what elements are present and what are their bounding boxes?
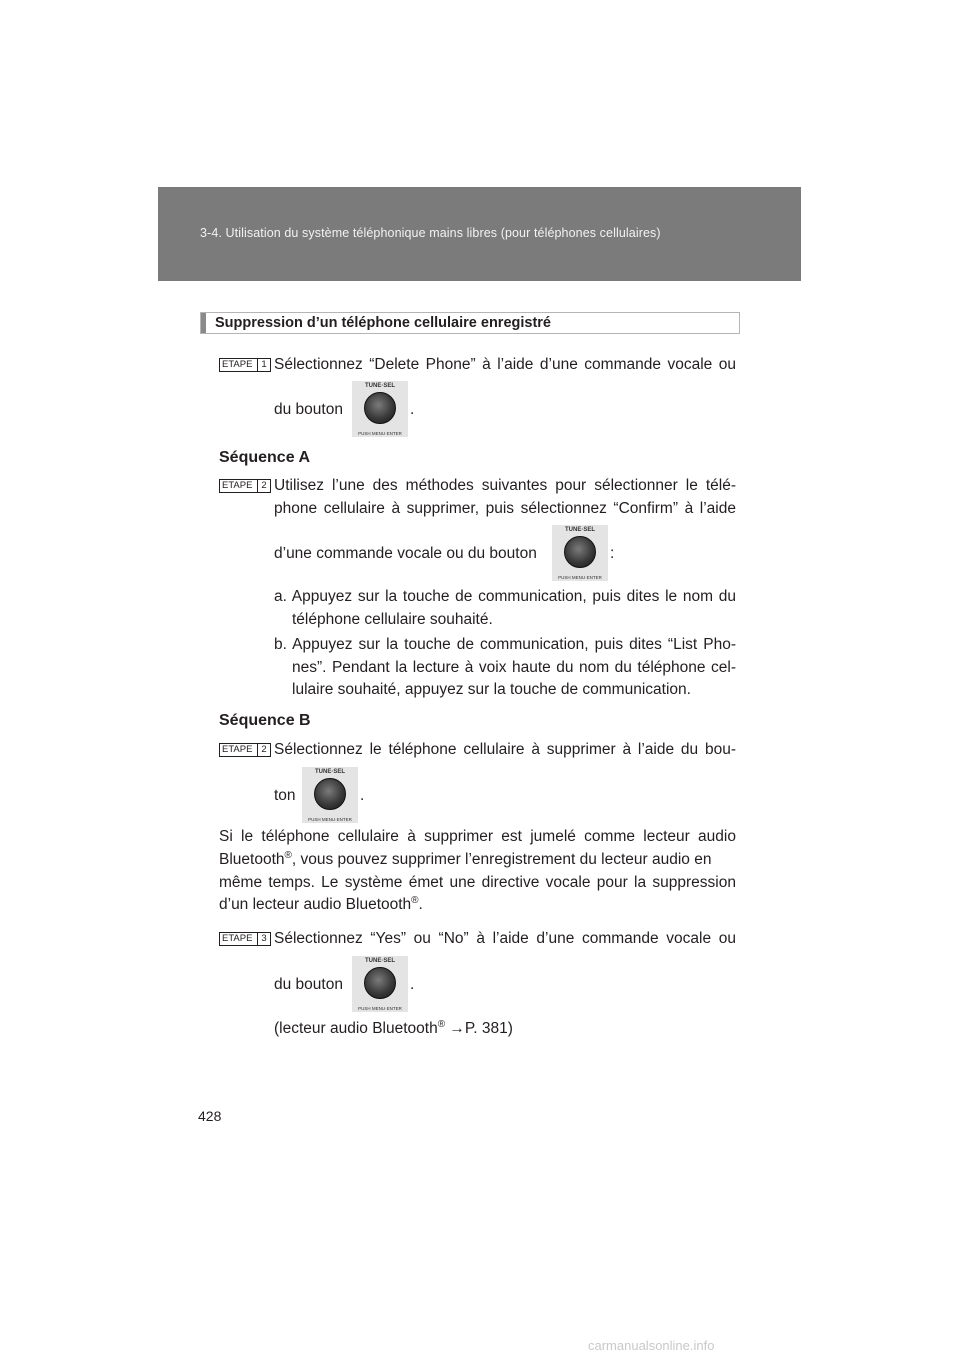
- step-badge-2a: ETAPE 2: [219, 479, 271, 493]
- step2b-line1: Sélectionnez le téléphone cellulaire à supprimer à l’aide du bou-: [274, 741, 736, 758]
- section-title: Suppression d’un téléphone cellulaire enregistré: [215, 315, 551, 331]
- registered-mark: ®: [437, 1018, 446, 1030]
- tune-sel-knob-icon: TUNE·SEL PUSH MENU·ENTER: [552, 525, 608, 581]
- step2a-item-b-line2: nes”. Pendant la lecture à voix haute du nom du téléphone cel-: [292, 659, 736, 676]
- step2a-line1: Utilisez l’une des méthodes suivantes pour sélectionner le télé-: [274, 477, 736, 494]
- sequence-b-title: Séquence B: [219, 712, 311, 729]
- step3-reference: (lecteur audio Bluetooth® →P. 381): [274, 1018, 513, 1037]
- section-heading: [200, 312, 740, 334]
- step1-line2a: du bouton: [274, 401, 343, 418]
- sequence-a-title: Séquence A: [219, 449, 310, 466]
- step1-line1: Sélectionnez “Delete Phone” à l’aide d’une commande vocale ou: [274, 356, 736, 373]
- para-line2: Bluetooth®, vous pouvez supprimer l’enregistrement du lecteur audio en: [219, 849, 712, 868]
- tune-sel-knob-icon: TUNE·SEL PUSH MENU·ENTER: [352, 956, 408, 1012]
- page-number: 428: [198, 1108, 222, 1124]
- watermark: carmanualsonline.info: [588, 1338, 715, 1353]
- step3-line1: Sélectionnez “Yes” ou “No” à l’aide d’une commande vocale ou: [274, 930, 736, 947]
- knob-face: [314, 778, 346, 810]
- step2a-item-b-line3: lulaire souhaité, appuyez sur la touche de communication.: [292, 681, 691, 698]
- tune-sel-knob-icon: TUNE·SEL PUSH MENU·ENTER: [352, 381, 408, 437]
- registered-mark: ®: [411, 894, 419, 906]
- tune-sel-knob-icon: TUNE·SEL PUSH MENU·ENTER: [302, 767, 358, 823]
- step2a-item-b-line1: b. Appuyez sur la touche de communication, puis dites “List Pho-: [274, 636, 736, 653]
- chapter-title: 3-4. Utilisation du système téléphonique mains libres (pour téléphones cellulaires): [200, 226, 661, 240]
- step3-line2b: .: [410, 976, 415, 993]
- knob-face: [364, 967, 396, 999]
- section-heading-marker: [201, 313, 206, 333]
- registered-mark: ®: [284, 849, 292, 861]
- knob-face: [364, 392, 396, 424]
- step-badge-3: ETAPE 3: [219, 932, 271, 946]
- para-line3: même temps. Le système émet une directive vocale pour la suppression: [219, 874, 736, 891]
- step2a-line2: phone cellulaire à supprimer, puis sélectionnez “Confirm” à l’aide: [274, 500, 736, 517]
- step-badge-2b: ETAPE 2: [219, 743, 271, 757]
- step2b-line2a: ton: [274, 787, 296, 804]
- para-line1: Si le téléphone cellulaire à supprimer est jumelé comme lecteur audio: [219, 828, 736, 845]
- para-line4: d’un lecteur audio Bluetooth®.: [219, 894, 423, 913]
- step2a-line3b: :: [610, 545, 615, 562]
- step2b-line2b: .: [360, 787, 365, 804]
- step3-line2a: du bouton: [274, 976, 343, 993]
- step2a-item-a-line1: a. Appuyez sur la touche de communication, puis dites le nom du: [274, 588, 736, 605]
- step2a-item-a-line2: téléphone cellulaire souhaité.: [292, 611, 493, 628]
- step1-line2b: .: [410, 401, 415, 418]
- step-badge-1: ETAPE 1: [219, 358, 271, 372]
- step2a-line3a: d’une commande vocale ou du bouton: [274, 545, 537, 562]
- knob-face: [564, 536, 596, 568]
